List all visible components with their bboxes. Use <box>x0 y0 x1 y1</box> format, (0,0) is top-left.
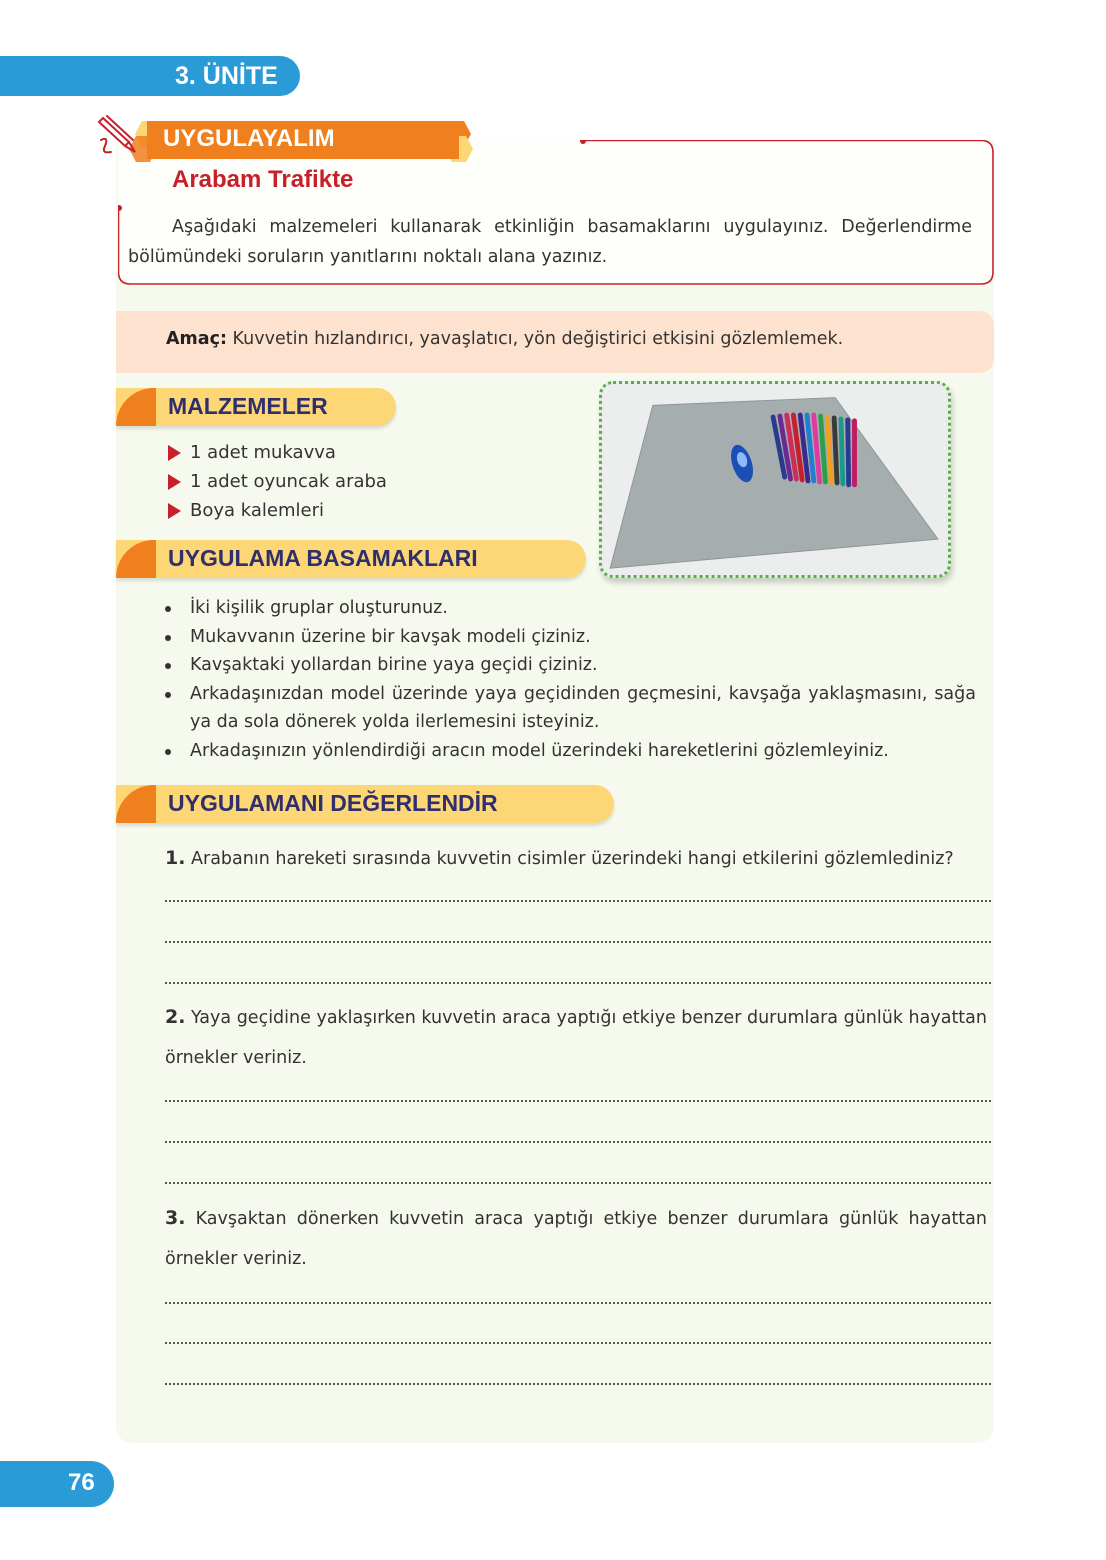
steps-heading <box>116 540 586 578</box>
list-item: Mukavvanın üzerine bir kavşak modeli çiziniz. <box>162 623 976 652</box>
list-item: Kavşaktaki yollardan birine yaya geçidi çiziniz. <box>162 651 976 680</box>
answer-line[interactable] <box>165 941 991 943</box>
answer-line[interactable] <box>165 1100 991 1102</box>
aim-label: Amaç: <box>166 329 227 349</box>
unit-label: 3. ÜNİTE <box>175 62 278 90</box>
materials-photo <box>599 381 951 578</box>
answer-line[interactable] <box>165 900 991 902</box>
activity-banner <box>147 121 459 159</box>
list-item: Arkadaşınızın yönlendirdiği aracın model üzerindeki hareketlerini gözlemleyiniz. <box>162 737 976 766</box>
answer-line[interactable] <box>165 1342 991 1344</box>
aim-description: Kuvvetin hızlandırıcı, yavaşlatıcı, yön değiştirici etkisini gözlemlemek. <box>232 329 844 349</box>
page-number-tab <box>0 1461 114 1507</box>
list-item: 1 adet mukavva <box>168 438 387 467</box>
materials-photo-illustration <box>602 384 948 575</box>
aim-text <box>166 329 843 349</box>
question-3 <box>165 1198 987 1279</box>
question-number: 1. <box>165 847 186 869</box>
steps-heading-label: UYGULAMA BASAMAKLARI <box>168 545 478 571</box>
question-1 <box>165 838 987 879</box>
evaluation-heading <box>116 785 614 823</box>
pencil-icon <box>97 112 143 158</box>
answer-line[interactable] <box>165 1182 991 1184</box>
materials-list <box>168 438 387 525</box>
steps-list <box>162 594 976 765</box>
evaluation-heading-label: UYGULAMANI DEĞERLENDİR <box>168 790 498 816</box>
activity-intro: Aşağıdaki malzemeleri kullanarak etkinliğin basamaklarını uygulayınız. Değerlendirme bölümündeki soruların yanıtlarını noktalı alana yazınız. <box>128 217 972 267</box>
question-text: Arabanın hareketi sırasında kuvvetin cisimler üzerindeki hangi etkilerini gözlemlediniz? <box>191 849 954 869</box>
answer-line[interactable] <box>165 1383 991 1385</box>
answer-line[interactable] <box>165 1302 991 1304</box>
activity-banner-label: UYGULAYALIM <box>163 125 335 152</box>
materials-heading-label: MALZEMELER <box>168 393 328 419</box>
page-number: 76 <box>68 1469 95 1496</box>
bullet-triangle-icon <box>168 445 181 461</box>
bullet-triangle-icon <box>168 474 181 490</box>
list-item: Arkadaşınızdan model üzerinde yaya geçidinden geçmesini, kavşağa yaklaşmasını, sağa ya da sola dönerek yolda ilerlemesini isteyiniz. <box>162 680 976 737</box>
question-text: Yaya geçidine yaklaşırken kuvvetin araca yaptığı etkiye benzer durumlara günlük hayattan örnekler veriniz. <box>165 1008 987 1068</box>
bullet-triangle-icon <box>168 503 181 519</box>
list-item: 1 adet oyuncak araba <box>168 467 387 496</box>
unit-tab <box>0 56 300 96</box>
activity-title: Arabam Trafikte <box>172 166 354 193</box>
list-item: Boya kalemleri <box>168 496 387 525</box>
answer-line[interactable] <box>165 1141 991 1143</box>
materials-heading <box>116 388 396 426</box>
question-text: Kavşaktan dönerken kuvvetin araca yaptığı etkiye benzer durumlara günlük hayattan örnekler veriniz. <box>165 1209 987 1269</box>
answer-line[interactable] <box>165 982 991 984</box>
question-2 <box>165 997 987 1078</box>
question-number: 3. <box>165 1207 186 1229</box>
aim-box <box>116 311 994 373</box>
question-number: 2. <box>165 1006 186 1028</box>
list-item: İki kişilik gruplar oluşturunuz. <box>162 594 976 623</box>
